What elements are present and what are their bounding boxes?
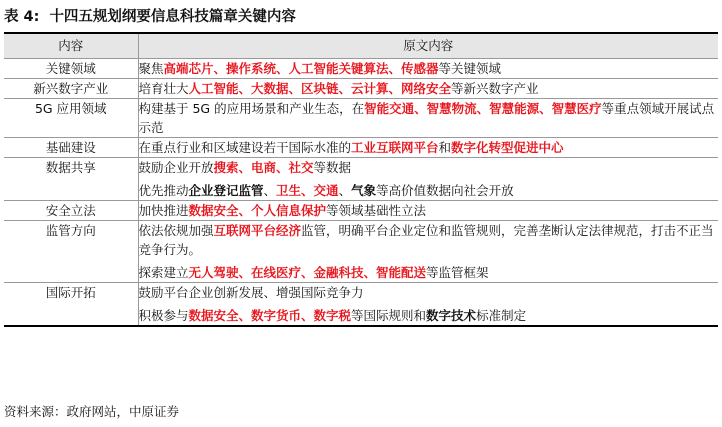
highlight-red-text: 数据安全、数字货币、数字税 <box>188 308 352 323</box>
content-paragraph <box>139 158 719 177</box>
row-key-cell: 监管方向 <box>4 221 138 283</box>
row-content-cell <box>138 79 718 99</box>
content-text: 聚焦 <box>138 61 164 76</box>
highlight-bold-text: 气象 <box>351 183 377 198</box>
row-content-cell <box>138 283 718 327</box>
row-content-cell <box>138 201 718 221</box>
highlight-red-text: 卫生、交通 <box>276 183 339 198</box>
table-label: 表 4: <box>4 9 40 25</box>
row-content-cell <box>138 138 718 158</box>
content-text: 加快推进 <box>138 203 189 218</box>
highlight-red-text: 数字化转型促进中心 <box>451 140 564 155</box>
table-row <box>4 221 718 283</box>
row-content-cell <box>138 99 718 138</box>
content-text: 、 <box>263 183 277 198</box>
highlight-red-text: 搜索、电商、社交 <box>213 160 314 175</box>
row-content-cell <box>138 59 718 79</box>
highlight-bold-text: 数字技术 <box>426 308 477 323</box>
row-key-cell: 关键领域 <box>4 59 138 79</box>
table-title <box>4 4 296 30</box>
content-text: 等数据 <box>313 160 352 175</box>
row-key-cell: 5G 应用领域 <box>4 99 138 138</box>
table-row <box>4 99 718 138</box>
table-row <box>4 283 718 327</box>
content-text: 依法依规加强 <box>138 223 214 238</box>
header-content: 内容 <box>4 34 138 59</box>
highlight-red-text: 高端芯片、操作系统、人工智能关键算法、传感器 <box>163 61 439 76</box>
row-key-cell: 安全立法 <box>4 201 138 221</box>
content-paragraph <box>139 306 719 325</box>
content-paragraph <box>139 221 719 259</box>
content-text: 构建基于 5G 的应用场景和产业生态，在 <box>138 101 365 116</box>
highlight-red-text: 数据安全、个人信息保护 <box>188 203 327 218</box>
header-original-text: 原文内容 <box>138 34 718 59</box>
content-text: 等重点领域开展试点示范 <box>138 101 715 135</box>
content-text: 等监管框架 <box>426 265 489 280</box>
content-text: 等新兴数字产业 <box>451 81 539 96</box>
content-text: 、 <box>338 183 352 198</box>
row-key-cell: 新兴数字产业 <box>4 79 138 99</box>
content-text: 培育壮大 <box>138 81 189 96</box>
content-text: 鼓励企业开放 <box>138 160 214 175</box>
table-row <box>4 59 718 79</box>
row-content-cell <box>138 158 718 201</box>
table-row <box>4 79 718 99</box>
content-text: 监管，明确平台企业定位和监管规则，完善垄断认定法律规范，打击不正当竞争行为。 <box>138 223 714 257</box>
content-text: 和 <box>438 140 452 155</box>
highlight-red-text: 智能交通、智慧物流、智慧能源、智慧医疗 <box>364 101 602 116</box>
content-text: 标准制定 <box>476 308 527 323</box>
table-row <box>4 201 718 221</box>
content-text: 鼓励平台企业创新发展、增强国际竞争力 <box>138 285 364 300</box>
content-paragraph <box>139 59 719 78</box>
content-text: 等高价值数据向社会开放 <box>376 183 514 198</box>
content-text: 等关键领域 <box>438 61 502 76</box>
highlight-red-text: 无人驾驶、在线医疗、金融科技、智能配送 <box>188 265 427 280</box>
content-paragraph <box>139 201 719 220</box>
highlight-red-text: 互联网平台经济 <box>213 223 302 238</box>
row-key-cell: 数据共享 <box>4 158 138 201</box>
highlight-bold-text: 企业登记监管 <box>188 183 264 198</box>
content-paragraph <box>139 99 719 137</box>
content-paragraph <box>139 263 719 282</box>
highlight-red-text: 工业互联网平台 <box>351 140 439 155</box>
content-text: 在重点行业和区域建设若干国际水准的 <box>138 140 352 155</box>
content-paragraph <box>139 79 719 98</box>
content-paragraph <box>139 181 719 200</box>
row-key-cell: 基础建设 <box>4 138 138 158</box>
key-content-table <box>4 34 718 327</box>
content-text: 等国际规则和 <box>351 308 427 323</box>
table-header-row <box>4 34 718 59</box>
table-row <box>4 138 718 158</box>
content-text: 探索建立 <box>138 265 189 280</box>
content-paragraph <box>139 283 719 302</box>
content-text: 积极参与 <box>138 308 189 323</box>
table-row <box>4 158 718 201</box>
content-text: 等领域基础性立法 <box>326 203 427 218</box>
row-content-cell <box>138 221 718 283</box>
row-key-cell: 国际开拓 <box>4 283 138 327</box>
table-title-text: 十四五规划纲要信息科技篇章关键内容 <box>49 9 296 25</box>
highlight-red-text: 人工智能、大数据、区块链、云计算、网络安全 <box>188 81 452 96</box>
content-paragraph <box>139 138 719 157</box>
content-text: 优先推动 <box>138 183 189 198</box>
source-note: 资料来源：政府网站，中原证券 <box>4 404 180 419</box>
